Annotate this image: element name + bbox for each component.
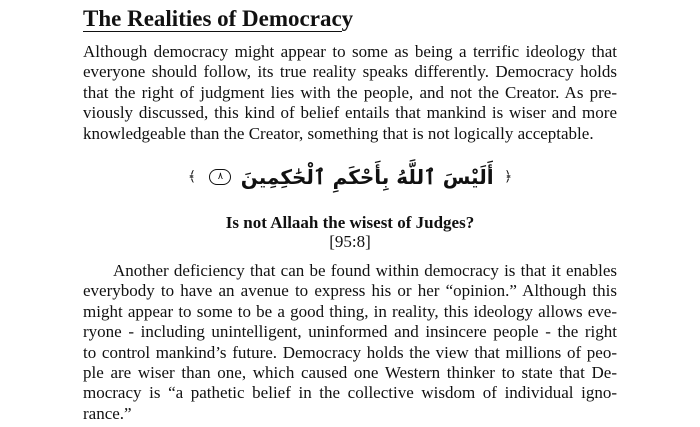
paragraph-line: Although democracy might appear to some as being a terrific ideology that [83,42,617,61]
verse-reference: [95:8] [329,232,371,251]
section-title: The Realities of Democracy [83,6,354,31]
ayah-number-marker: ٨ [209,169,231,185]
verse-open-bracket: ﴿ [503,168,513,185]
paragraph-line: mocracy is “a pathetic belief in the collective wisdom of individual igno- [83,383,617,403]
paragraph-line: ryone - including unintelligent, uninformed and insincere people - the right [83,322,617,342]
paragraph-line: rance.” [83,403,132,423]
paragraph-line: viously discussed, this kind of belief entails that mankind is wiser and more [83,103,617,123]
paragraph-line: everybody to have an avenue to express his or her “opinion.” Although this [83,281,617,301]
paragraph-intro [83,42,617,144]
verse-arabic-text: أَلَيْسَ ٱللَّهُ بِأَحْكَمِ ٱلْحَٰكِمِينَ [240,164,494,189]
paragraph-line: knowledgeable than the Creator, something that is not logically acceptable. [83,123,594,143]
verse-close-bracket: ﴾ [187,168,197,185]
paragraph-line: might appear to some to be a good thing, in reality, this ideology allows eve- [83,301,617,321]
paragraph-line: ple are wiser than one, which caused one Western thinker to state that De- [83,363,617,383]
paragraph-deficiency [83,261,617,424]
quran-verse [83,158,617,192]
paragraph-line: Another deficiency that can be found within democracy is that it enables [113,261,617,280]
verse-translation: Is not Allaah the wisest of Judges? [225,213,475,232]
paragraph-line: that the right of judgment lies with the people, and not the Creator. As pre- [83,82,617,102]
paragraph-line: everyone should follow, its true reality speaks differently. Democracy holds [83,62,617,82]
paragraph-line: to control mankind’s future. Democracy holds the view that millions of peo- [83,342,617,362]
title-underline [83,31,342,32]
